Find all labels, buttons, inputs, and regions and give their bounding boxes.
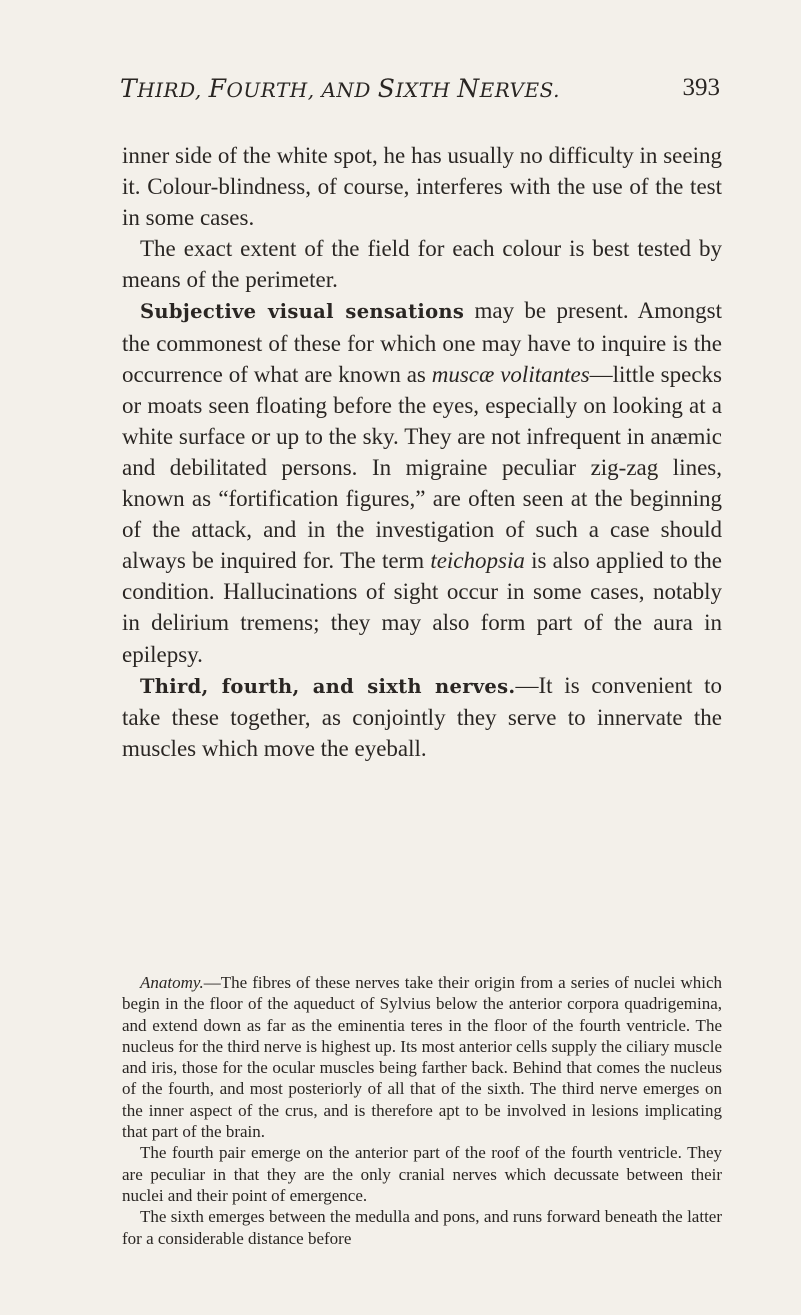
- head-word: AND: [321, 78, 378, 102]
- head-letter: S: [377, 74, 396, 103]
- text-run: —It is convenient to take these together, as conjointly they serve to innervate the muscles which move the eyeball.: [122, 672, 723, 761]
- italic-term: muscæ volitantes: [431, 361, 590, 387]
- head-word: OURTH,: [226, 78, 322, 102]
- head-letter: F: [208, 74, 227, 103]
- section-heading-subjective: Subjective visual sensations: [140, 300, 465, 324]
- head-word: HIRD,: [137, 78, 209, 102]
- head-word: ERVES.: [479, 78, 560, 102]
- paragraph-subjective-sensations: [122, 295, 722, 669]
- paragraph-continuation: inner side of the white spot, he has usually no difficulty in seeing it. Colour-blindness, of course, interferes with the use of the test in some cases.: [122, 143, 722, 231]
- section-heading-nerves: Third, fourth, and sixth nerves.: [140, 674, 516, 698]
- paragraph-sixth: The sixth emerges between the medulla and pons, and runs forward beneath the latter for a considerable distance before: [122, 1207, 722, 1248]
- main-text: [122, 140, 722, 764]
- small-print-text: [122, 972, 722, 1249]
- running-head-title: [120, 74, 560, 103]
- text-run: —little specks or moats seen floating before the eyes, especially on looking at a white surface or up to the sky. They are not infrequent in anæmic and debilitated persons. In migraine peculiar zig-zag lines, known as “fortification figures,” are often seen at the beginning of the attack, and in the investigation of such a case should always be inquired for. The term: [122, 361, 722, 574]
- head-word: IXTH: [395, 78, 458, 102]
- head-letter: N: [457, 74, 480, 103]
- text-run: is also applied to the condition. Hallucinations of sight occur in some cases, notably in delirium tremens; they may also form part of the aura in epilepsy.: [122, 548, 723, 667]
- italic-heading: Anatomy.: [140, 973, 204, 992]
- paragraph-anatomy: [122, 972, 722, 1142]
- running-head: [120, 74, 720, 114]
- head-letter: T: [120, 74, 138, 103]
- text-run: may be present. Amongst the commonest of these for which one may have to inquire is the occurrence of what are known as: [122, 298, 722, 387]
- text-run: —The fibres of these nerves take their origin from a series of nuclei which begin in the floor of the aqueduct of Sylvius below the anterior corpora quadrigemina, and extend down as far as the eminentia teres in the floor of the fourth ventricle. The nucleus for the third nerve is highest up. Its most anterior cells supply the ciliary muscle and iris, those for the ocular muscles being farther back. Behind that comes the nucleus of the fourth, and most posteriorly of all that of the sixth. The third nerve emerges on the inner aspect of the crus, and is therefore apt to be involved in lesions implicating that part of the brain.: [122, 973, 722, 1142]
- paragraph-perimeter: The exact extent of the field for each colour is best tested by means of the perimeter.: [122, 236, 722, 293]
- paragraph-fourth-pair: The fourth pair emerge on the anterior part of the roof of the fourth ventricle. They are peculiar in that they are the only cranial nerves which decussate between their nuclei and their point of emergence.: [122, 1143, 722, 1205]
- paragraph-nerves: [122, 670, 722, 764]
- italic-term: teichopsia: [430, 548, 525, 574]
- page-number: 393: [682, 74, 720, 101]
